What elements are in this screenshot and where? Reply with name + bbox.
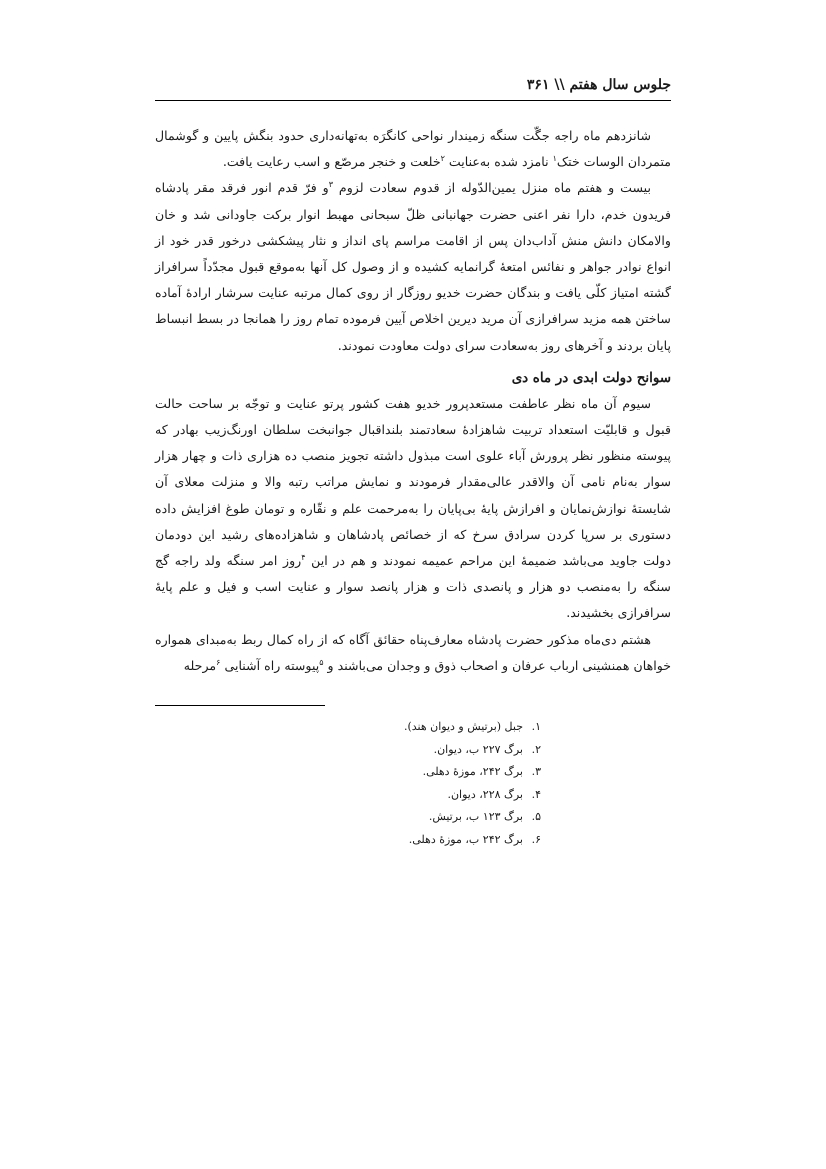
paragraph-4 [155,627,671,679]
paragraph-4-text-b: پیوسته راه آشنایی [220,657,320,673]
section-heading: سوانح دولت ابدی در ماه دی [511,369,671,386]
paragraph-2 [155,175,671,358]
paragraph-3 [155,391,671,627]
footnote-number: ۴. [531,787,541,801]
footnote-text: برگ ۲۲۷ ب، دیوان. [433,742,523,756]
paragraph-3-text-b: روز امر سنگه ولد راجه گج سنگه را به‌منصب دو هزار و پانصدی ذات و هزار پانصد سوار و عنایت اسب و فیل و علم پایهٔ سرافرازی بخشیدند. [155,553,671,621]
footnote-rule [155,705,325,706]
footnote-ref-3: ۳ [328,180,334,190]
paragraph-1-text-c: خلعت و خنجر مرصّع و اسب رعایت یافت. [222,154,441,170]
footnotes [155,705,671,851]
paragraph-1-text-a: شانزدهم ماه راجه جگّت سنگه زمیندار نواحی کانگرَه به‌تهانه‌داری حدود بنگش پایین و گوشمال متمردان الوسات ختک [155,128,671,170]
body-text [155,123,671,679]
footnote-4 [155,784,541,807]
paragraph-4-text-a: هشتم دی‌ماه مذکور حضرت پادشاه معارف‌پناه حقائق آگاه که از راه کمال ربط به‌مبدای همواره خواهان همنشینی ارباب عرفان و اصحاب ذوق و وجدان می‌باشند و [155,631,671,673]
footnote-text: برگ ۲۴۲، موزهٔ دهلی. [422,765,523,779]
footnote-2 [155,739,541,762]
footnote-3 [155,761,541,784]
footnote-text: برگ ۱۲۳ ب، برتیش. [428,810,523,824]
footnote-list [155,716,671,851]
running-head [155,74,671,101]
page-number: ۳۶۱ [526,77,550,93]
footnote-number: ۶. [531,832,541,846]
footnote-number: ۱. [531,720,541,734]
footnote-text: جبل (برتیش و دیوان هند). [403,720,523,734]
running-head-title: جلوس سال هفتم [569,77,671,93]
footnote-ref-6: ۶ [216,657,221,667]
paragraph-4-text-c: مرحله [183,657,217,673]
footnote-5 [155,806,541,829]
footnote-ref-2: ۲ [440,154,445,164]
footnote-text: برگ ۲۲۸، دیوان. [447,787,523,801]
footnote-ref-5: ۵ [319,657,324,667]
footnote-1 [155,716,541,739]
footnote-number: ۳. [531,765,541,779]
paragraph-2-text-a: بیست و هفتم ماه منزل یمین‌الدّوله از قدوم سعادت لزوم [333,180,651,196]
book-page [155,74,671,851]
paragraph-3-text-a: سیوم آن ماه نظر عاطفت مستعدپرور خدیو هفت کشور پرتو عنایت و توجّه بر ساحت حالت قبول و قابلیّت استعداد تربیت شاهزادهٔ سعادتمند بلنداقبال جوانبخت سلطان اورنگ‌زیب بهادر که پیوسته منظور نظر پرورش آباء علوی است مبذول داشته تجویز منصب ده هزاری ذات و چهار هزار سوار به‌نام نامی آن والاقدر عالی‌مقدار فرمودند و نمایش مراتب رتبه والا و منزلت معلای آن شایستهٔ نوازش‌نمایان و افرازش پایهٔ بی‌پایان را به‌مرحمت علم و نقّاره و تومان طوغ افزایش داده دستوری بر سرپا کردن سرادق سرخ که از خصائص پادشاهان و شاهزاده‌های رشید این دودمان دولت جاوید می‌باشد ضمیمهٔ این مراحم عمیمه نمودند و هم در این [155,395,671,569]
running-head-separator: \\ [554,77,565,93]
footnote-6 [155,829,541,852]
footnote-ref-4: ۴ [301,552,306,562]
footnote-number: ۵. [531,810,541,824]
paragraph-2-text-b: و فرّ قدم انور فرقد مقر پادشاه فریدون خدم، دارا نفر اعنی حضرت جهانبانی ظلّ سبحانی مهبط انوار برکت جاودانی شد و خان والامکان دانش منش آداب‌دان پس از اقامت مراسم پای انداز و نثار پیشکشی درخور قدر خود از انواع نوادر جواهر و نفائس امتعهٔ گرانمایه کشیده و از وصول کل آنها به‌موقع قبول مجدّداً سرافراز گشته امتیاز کلّی یافت و بندگان حضرت خدیو روزگار از روی کمال مرتبه عنایت سرشار ارادهٔ آماده ساختن همه مزید سرافرازی آن مرید دیرین اخلاص آیین فرموده تمام روز را همانجا در بسط انبساط پایان بردند و آخرهای روز به‌سعادت سرای دولت معاودت نمودند. [155,180,671,353]
footnote-number: ۲. [531,742,541,756]
paragraph-1-text-b: نامزد شده به‌عنایت [444,154,553,170]
footnote-ref-1: ۱ [552,154,557,164]
paragraph-1 [155,123,671,175]
footnote-text: برگ ۲۴۲ ب، موزهٔ دهلی. [408,832,523,846]
